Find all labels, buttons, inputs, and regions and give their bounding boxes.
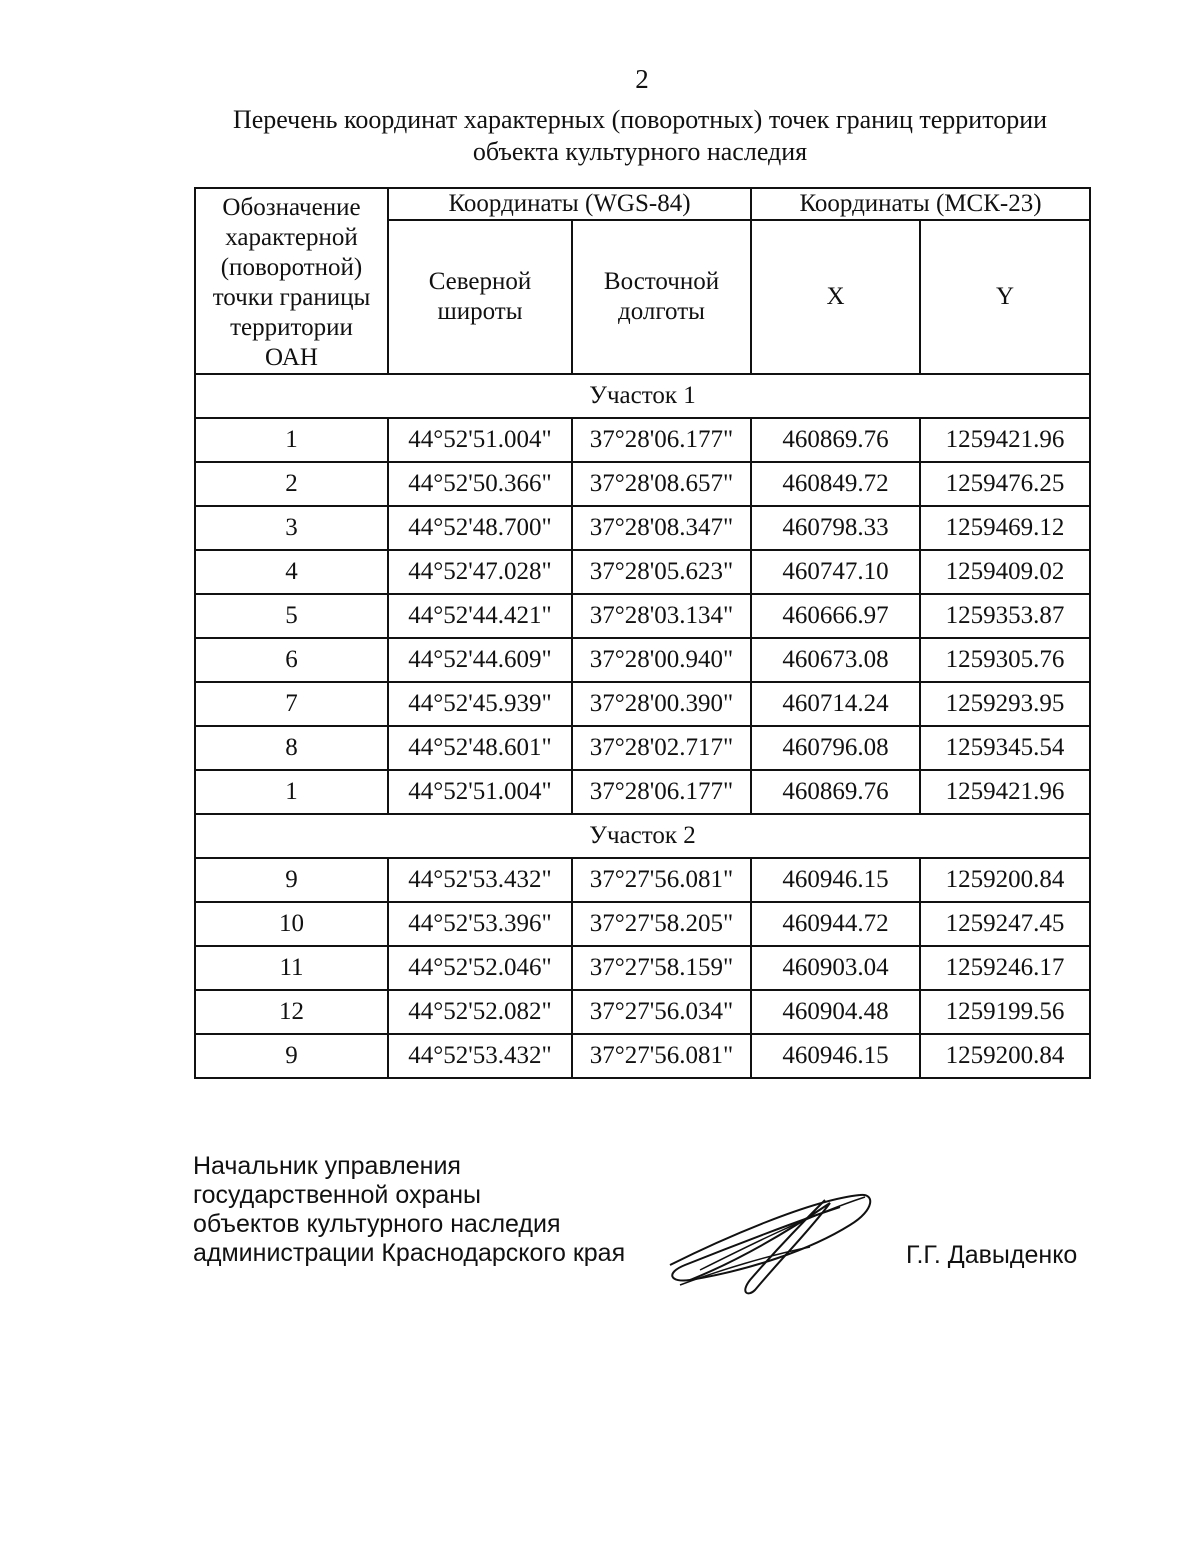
cell-north: 44°52'53.432" [388,858,572,902]
cell-y: 1259353.87 [920,594,1090,638]
table-row [195,682,1090,726]
cell-x: 460747.10 [751,550,920,594]
header-y: Y [920,220,1090,374]
cell-y: 1259293.95 [920,682,1090,726]
header-x: X [751,220,920,374]
handwritten-signature [660,1185,880,1300]
position-line: объектов культурного наследия [193,1210,561,1238]
cell-y: 1259476.25 [920,462,1090,506]
cell-point: 1 [195,770,388,814]
cell-x: 460946.15 [751,1034,920,1078]
cell-east: 37°27'56.081" [572,1034,751,1078]
cell-east: 37°27'56.034" [572,990,751,1034]
table-row [195,638,1090,682]
cell-x: 460869.76 [751,770,920,814]
cell-point: 6 [195,638,388,682]
table-row [195,462,1090,506]
title-line-2: объекта культурного наследия [472,137,808,166]
cell-y: 1259345.54 [920,726,1090,770]
title-line-1: Перечень координат характерных (поворотных) точек границ территории [232,105,1048,134]
section-row [195,374,1090,418]
signer-name: Г.Г. Давыденко [906,1241,1078,1269]
cell-east: 37°28'02.717" [572,726,751,770]
table-body [195,374,1090,1078]
position-line: администрации Краснодарского края [193,1239,626,1267]
cell-point: 1 [195,418,388,462]
cell-north: 44°52'44.609" [388,638,572,682]
cell-x: 460666.97 [751,594,920,638]
cell-east: 37°28'00.390" [572,682,751,726]
table-row [195,1034,1090,1078]
cell-y: 1259200.84 [920,858,1090,902]
cell-x: 460904.48 [751,990,920,1034]
cell-x: 460796.08 [751,726,920,770]
cell-north: 44°52'48.700" [388,506,572,550]
cell-point: 8 [195,726,388,770]
table-row [195,770,1090,814]
cell-north: 44°52'51.004" [388,418,572,462]
cell-north: 44°52'44.421" [388,594,572,638]
cell-east: 37°28'00.940" [572,638,751,682]
cell-y: 1259421.96 [920,418,1090,462]
cell-point: 2 [195,462,388,506]
table-row [195,726,1090,770]
table-row [195,594,1090,638]
cell-east: 37°28'08.657" [572,462,751,506]
cell-north: 44°52'51.004" [388,770,572,814]
cell-north: 44°52'50.366" [388,462,572,506]
table-row [195,902,1090,946]
cell-east: 37°28'06.177" [572,418,751,462]
position-line: Начальник управления [193,1152,461,1180]
cell-y: 1259246.17 [920,946,1090,990]
section-row [195,814,1090,858]
table-row [195,550,1090,594]
table-row [195,990,1090,1034]
table-row [195,506,1090,550]
cell-x: 460849.72 [751,462,920,506]
cell-x: 460946.15 [751,858,920,902]
cell-point: 3 [195,506,388,550]
cell-east: 37°27'56.081" [572,858,751,902]
cell-east: 37°28'05.623" [572,550,751,594]
cell-east: 37°27'58.159" [572,946,751,990]
cell-y: 1259247.45 [920,902,1090,946]
cell-point: 9 [195,858,388,902]
header-north-latitude: Северной широты [388,220,572,374]
cell-y: 1259469.12 [920,506,1090,550]
page-number: 2 [635,64,649,94]
document-title [190,104,1090,168]
cell-point: 5 [195,594,388,638]
cell-north: 44°52'52.046" [388,946,572,990]
position-line: государственной охраны [193,1181,482,1209]
header-msk23: Координаты (МСК-23) [751,188,1090,220]
header-point-designation: Обозначение характерной (поворотной) точки границы территории ОАН [195,188,388,374]
header-east-longitude: Восточной долготы [572,220,751,374]
cell-y: 1259421.96 [920,770,1090,814]
table-row [195,858,1090,902]
cell-x: 460944.72 [751,902,920,946]
cell-east: 37°28'03.134" [572,594,751,638]
cell-point: 4 [195,550,388,594]
cell-north: 44°52'52.082" [388,990,572,1034]
section-label: Участок 2 [195,814,1090,858]
header-wgs84: Координаты (WGS-84) [388,188,751,220]
cell-point: 10 [195,902,388,946]
cell-north: 44°52'47.028" [388,550,572,594]
coordinates-table [194,187,1091,1079]
cell-x: 460673.08 [751,638,920,682]
table-row [195,946,1090,990]
cell-north: 44°52'48.601" [388,726,572,770]
cell-point: 11 [195,946,388,990]
cell-point: 9 [195,1034,388,1078]
cell-north: 44°52'53.396" [388,902,572,946]
table-row [195,418,1090,462]
cell-point: 12 [195,990,388,1034]
cell-east: 37°27'58.205" [572,902,751,946]
cell-y: 1259409.02 [920,550,1090,594]
cell-x: 460798.33 [751,506,920,550]
cell-east: 37°28'08.347" [572,506,751,550]
signatory-position [193,1152,663,1268]
cell-x: 460714.24 [751,682,920,726]
cell-north: 44°52'53.432" [388,1034,572,1078]
cell-x: 460869.76 [751,418,920,462]
cell-y: 1259199.56 [920,990,1090,1034]
section-label: Участок 1 [195,374,1090,418]
cell-point: 7 [195,682,388,726]
cell-y: 1259200.84 [920,1034,1090,1078]
cell-x: 460903.04 [751,946,920,990]
cell-y: 1259305.76 [920,638,1090,682]
cell-east: 37°28'06.177" [572,770,751,814]
cell-north: 44°52'45.939" [388,682,572,726]
